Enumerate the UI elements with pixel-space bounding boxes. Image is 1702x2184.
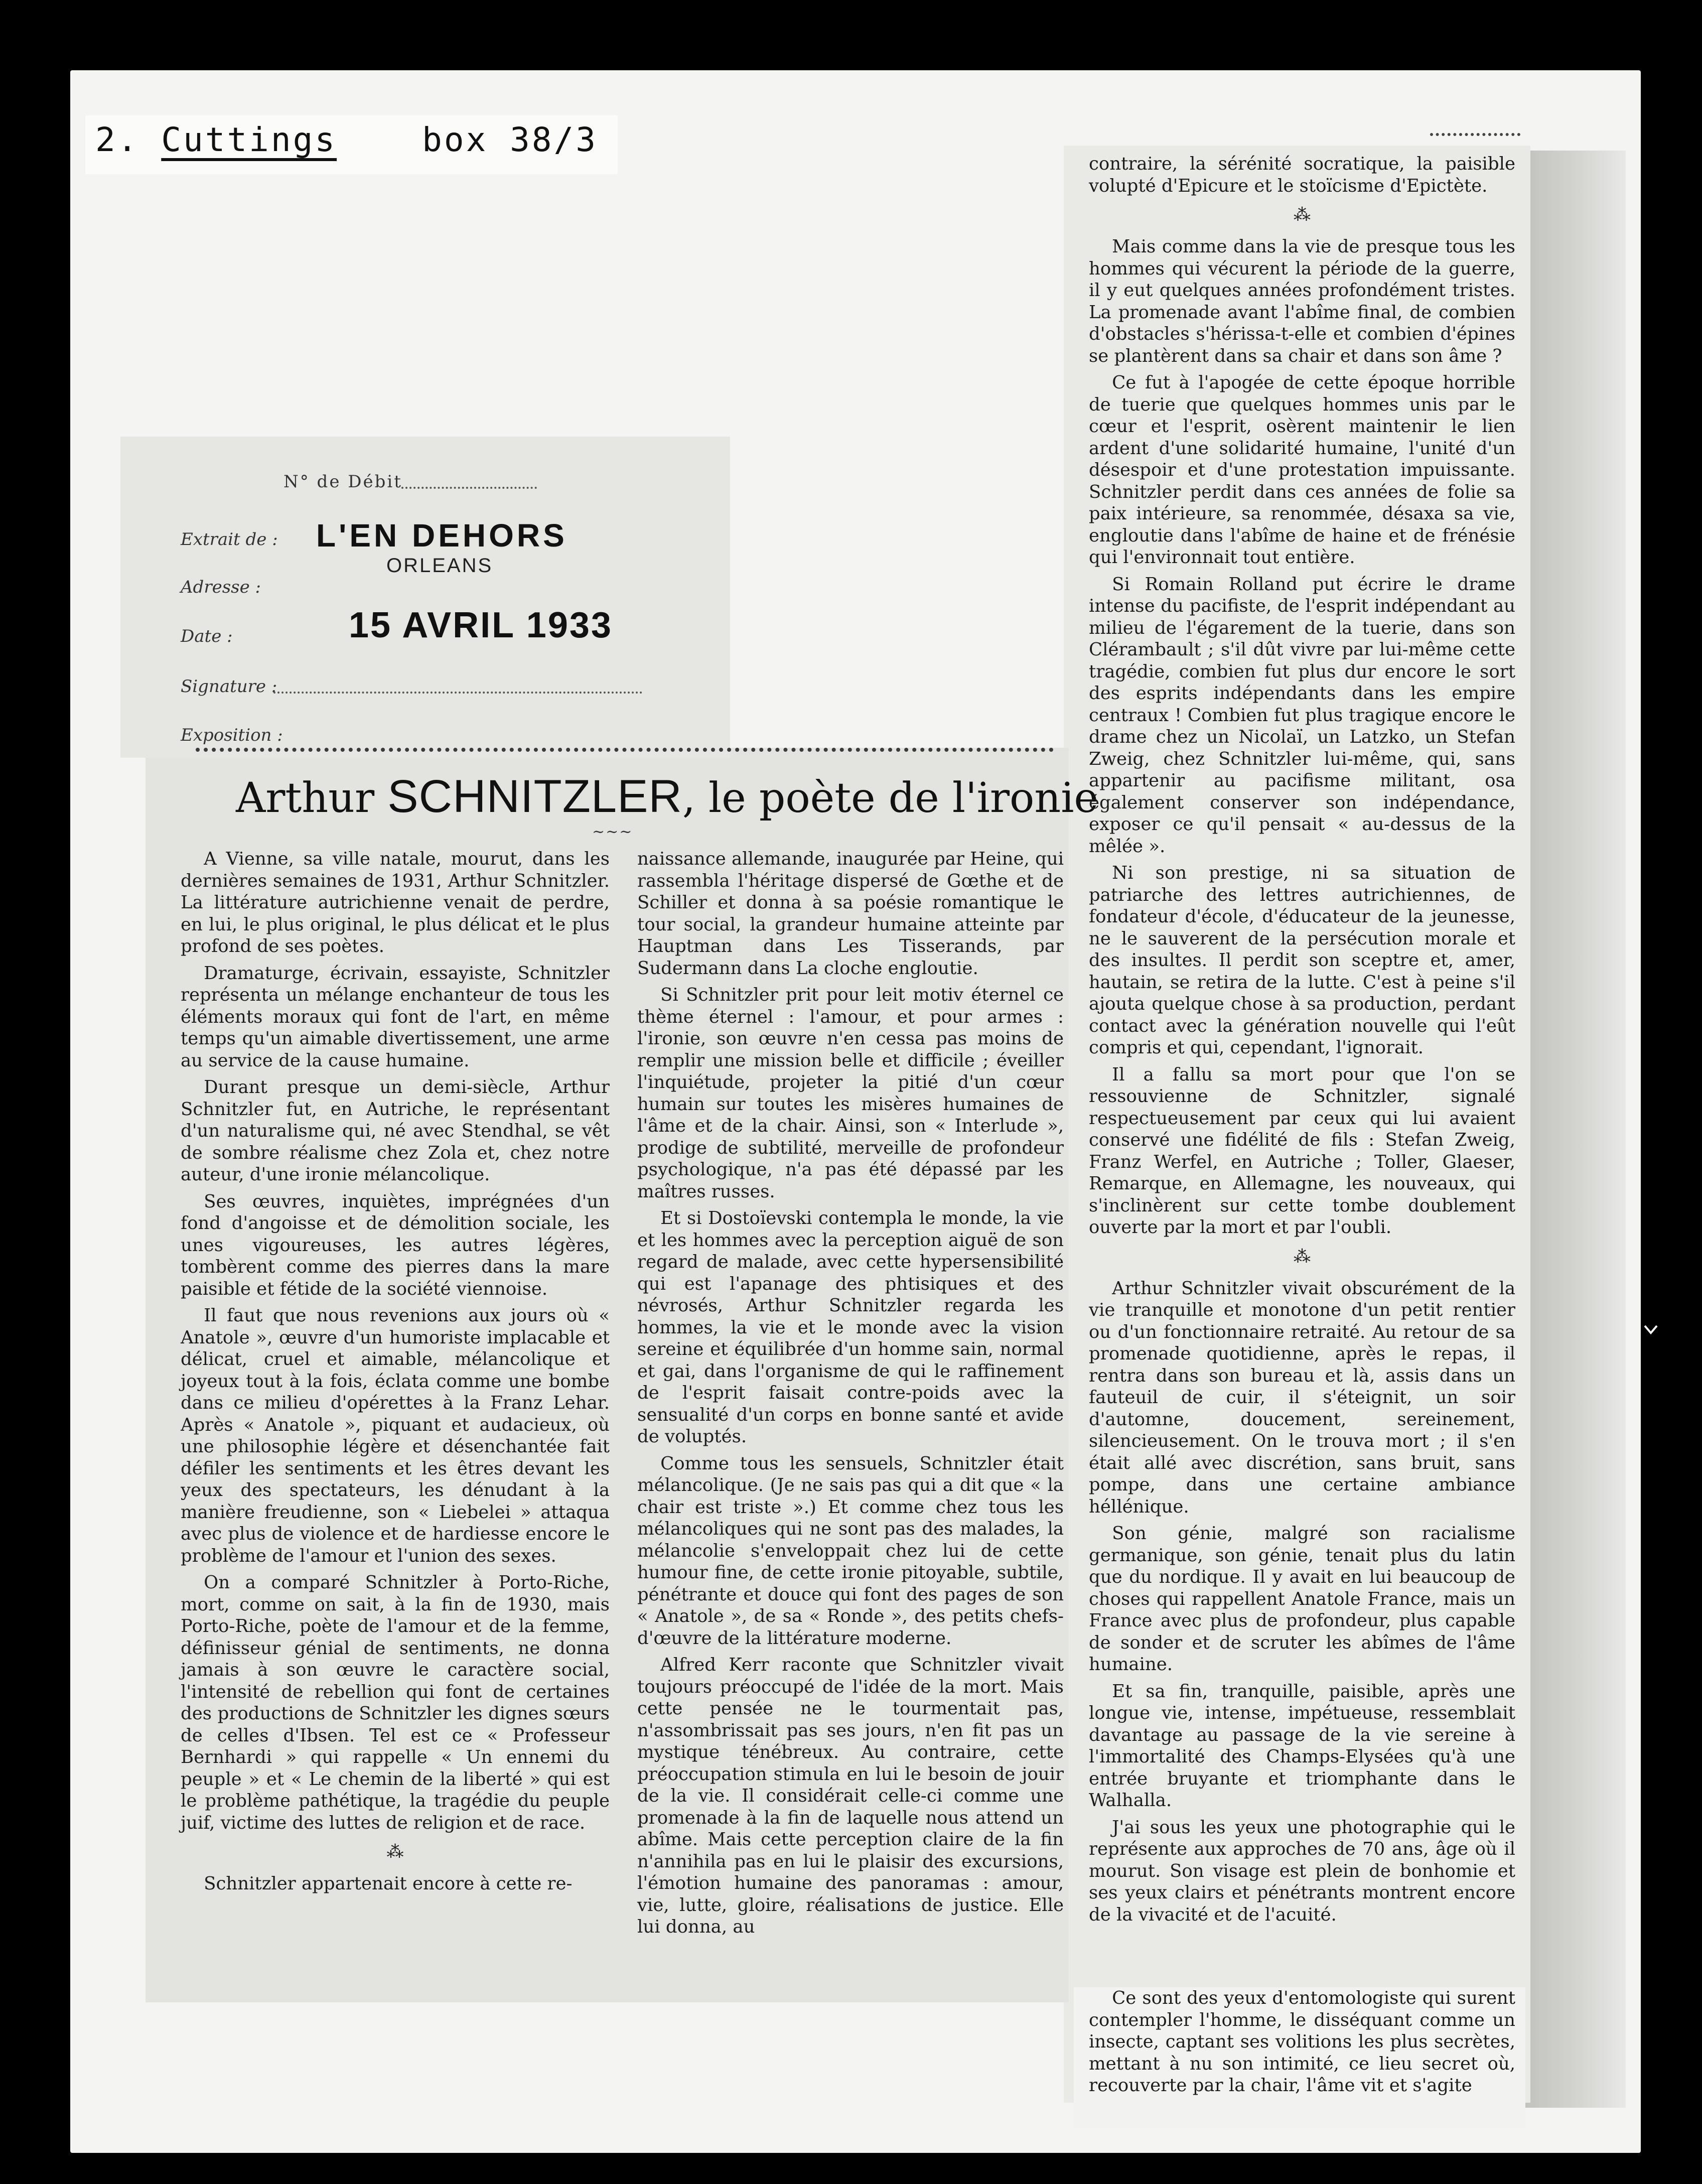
header-dots bbox=[1430, 133, 1520, 136]
col3-paragraph: Ce fut à l'apogée de cette époque horrible de tuerie que quelques hommes unis par le cœur et l'esprit, osèrent maintenir le lien ardent d'une solidarité humaine, l'unité d'un désespoir et d'une protestation impuissante. Schnitzler perdit dans ces années de folie sa paix intérieure, sa renommée, désaxa sa vie, engloutie dans l'abîme de haine et de frénésie qui l'environnait tout entière. bbox=[1089, 372, 1515, 568]
label-city: ORLEANS bbox=[386, 555, 493, 577]
label-exposition: Exposition : bbox=[181, 725, 283, 745]
col3-paragraph: Il a fallu sa mort pour que l'on se ressouvienne de Schnitzler, signalé respectueusement par ceux qui lui avaient conservé une fidélité de fils : Stefan Zweig, Franz Werfel, en Autriche ; Toller, Glaeser, Remarque, en Allemagne, les nouveaux, qui s'inclinèrent sur cette tombe doublement ouverte par la mort et par l'oubli. bbox=[1089, 1064, 1515, 1238]
title-ornament: ~~~ bbox=[592, 823, 633, 841]
label-signature: Signature : bbox=[181, 676, 277, 697]
article-column-3-continuation bbox=[1089, 1987, 1515, 2102]
col3-paragraph: Si Romain Rolland put écrire le drame intense du pacifiste, de l'esprit indépendant au milieu de l'égarement de la tuerie, dans son Clérambault ; s'il dût vivre par lui-même cette tragédie, combien fut plus dur encore le sort des esprits indépendants dans les empire centraux ! Combien fut plus tragique encore le drame chez un Nicolaï, un Latzko, un Stefan Zweig, chez Schnitzler lui-même, qui, sans appartenir au pacifisme militant, osa également conserver son indépendance, exposer ce qu'il pensait « au-dessus de la mêlée ». bbox=[1089, 574, 1515, 857]
header-box: box 38/3 bbox=[422, 120, 598, 159]
section-stars: ⁂ bbox=[1294, 205, 1311, 225]
col3-paragraph: Ni son prestige, ni sa situation de patriarche des lettres autrichiennes, de fondateur d'école, d'éducateur de la jeunesse, ne le sauverent de la persécution morale et des insultes. Il perdit son sceptre et, amer, hautain, se retira de la lutte. C'est à peine s'il ajouta quelque chose à sa production, perdant contact avec la génération nouvelle qui l'eût compris et qui, cependant, l'ignorait. bbox=[1089, 863, 1515, 1058]
section-stars: ⁂ bbox=[1294, 1246, 1311, 1267]
arrow-mark-icon bbox=[1641, 1320, 1661, 1340]
article-column-1 bbox=[181, 848, 610, 1900]
col2-paragraph: Alfred Kerr raconte que Schnitzler vivait toujours préoccupé de l'idée de la mort. Mais cette pensée ne le tourmentait pas, n'assombrissait pas ses jours, n'en fit pas un mystique ténébreux. Au contraire, cette préoccupation stimula en lui le besoin de jouir de la vie. Il considérait celle-ci comme une promenade à la fin de laquelle nous attend un abîme. Mais cette perception claire de la fin n'annihila pas en lui le plaisir des excursions, l'émotion humaine des panoramas : amour, vie, lutte, gloire, réalisations de justice. Elle lui donna, au bbox=[637, 1655, 1064, 1937]
label-signature-line bbox=[273, 692, 642, 694]
archive-header bbox=[85, 115, 618, 174]
col3-paragraph: contraire, la sérénité socratique, la paisible volupté d'Epicure et le stoïcisme d'Epictète. bbox=[1089, 154, 1515, 196]
label-adresse: Adresse : bbox=[181, 577, 261, 597]
label-date: Date : bbox=[181, 626, 233, 646]
col3-paragraph: Ce sont des yeux d'entomologiste qui surent contempler l'homme, le disséquant comme un insecte, captant ses volitions les plus secrètes, mettant à nu son intimité, ce lieu secret où, recouverte par la chair, l'âme vit et s'agite bbox=[1089, 1988, 1515, 2096]
col3-paragraph: J'ai sous les yeux une photographie qui le représente aux approches de 70 ans, âge où il mourut. Son visage est plein de bonhomie et ses yeux clairs et pénétrants montrent encore de la vivacité et de l'acuité. bbox=[1089, 1817, 1515, 1925]
col2-paragraph: Comme tous les sensuels, Schnitzler était mélancolique. (Je ne sais pas qui a dit que « la chair est triste ».) Et comme chez tous les mélancoliques qui ne sont pas des malades, la mélancolie s'enveloppait chez lui de cette humour fine, de cette ironie pitoyable, subtile, pénétrante et douce qui font des pages de son « Anatole », de sa « Ronde », des petits chefs-d'œuvre de la littérature moderne. bbox=[637, 1453, 1064, 1649]
col1-paragraph: Dramaturge, écrivain, essayiste, Schnitzler représenta un mélange enchanteur de tous les éléments moraux qui font de l'art, en même temps qu'un aimable divertissement, une arme au service de la cause humaine. bbox=[181, 963, 610, 1071]
col2-paragraph: Et si Dostoïevski contempla le monde, la vie et les hommes avec la perception aiguë de son regard de malade, avec cette hypersensibilité qui est l'apanage des phtisiques et des névrosés, Arthur Schnitzler regarda les hommes, la vie et le monde avec la vision sereine et équilibrée d'un homme sain, normal et gai, dans l'organisme de qui le raffinement de l'esprit faisait contre-poids avec la sensualité d'un corps en bonne santé et avide de voluptés. bbox=[637, 1208, 1064, 1447]
col1-paragraph: Schnitzler appartenait encore à cette re- bbox=[204, 1873, 573, 1894]
col1-paragraph: Il faut que nous revenions aux jours où « Anatole », œuvre d'un humoriste implacable et délicat, cruel et aimable, mélancolique et joyeux tout à la fois, éclata comme une bombe dans ce milieu d'opérettes à la Franz Lehar. Après « Anatole », piquant et audacieux, où une philosophie légère et désenchantée fait défiler les sentiments et les êtres devant les yeux des spectateurs, les dénudant à la manière freudienne, son « Liebelei » attaqua avec plus de violence et de hardiesse encore le problème de l'amour et l'union des sexes. bbox=[181, 1305, 610, 1566]
press-label-slip bbox=[120, 437, 730, 758]
col1-paragraph: A Vienne, sa ville natale, mourut, dans les dernières semaines de 1931, Arthur Schnitzler. La littérature autrichienne venait de perdre, en lui, le plus original, le plus délicat et le plus profond de ses poètes. bbox=[181, 849, 610, 957]
label-publication: L'EN DEHORS bbox=[316, 517, 568, 554]
col1-paragraph: On a comparé Schnitzler à Porto-Riche, mort, comme on sait, à la fin de 1930, mais Porto-Riche, poète de l'amour et de la femme, définisseur génial de sentiments, ne donna jamais à son œuvre le caractère social, l'intensité de rebellion qui font de certaines des productions de Schnitzler les dignes sœurs de celles d'Ibsen. Tel est ce « Professeur Bernhardi » qui rappelle « Un ennemi du peuple » et « Le chemin de la liberté » qui est le problème pathétique, la tragédie du peuple juif, victime des luttes de religion et de race. bbox=[181, 1572, 610, 1833]
label-debit: N° de Débit bbox=[283, 472, 402, 492]
col3-paragraph: Et sa fin, tranquille, paisible, après une longue vie, intense, impétueuse, ressemblait davantage au passage de la vie sereine à l'immortalité des Champs-Elysées qu'à une entrée bruyante et triomphante dans le Walhalla. bbox=[1089, 1681, 1515, 1811]
col3-paragraph: Arthur Schnitzler vivait obscurément de la vie tranquille et monotone d'un petit rentier ou d'un fonctionnaire retraité. Au retour de sa promenade quotidienne, après le repas, il rentra dans son bureau et là, assis dans un fauteuil de cuir, il s'éteignit, un soir d'automne, doucement, sereinement, silencieusement. On le trouva mort ; il s'en était allé avec discrétion, sans bruit, sans pompe, dans une certaine ambiance héllénique. bbox=[1089, 1278, 1515, 1517]
section-stars: ⁂ bbox=[386, 1842, 404, 1862]
title-suffix: , le poète de l'ironie bbox=[682, 774, 1098, 822]
label-date-value: 15 AVRIL 1933 bbox=[349, 605, 613, 645]
dotted-separator bbox=[196, 748, 1054, 752]
col2-paragraph: naissance allemande, inaugurée par Heine, qui rassembla l'héritage dispersé de Gœthe et de Schiller et donna à sa poésie romantique le tour social, la grandeur humaine atteinte par Hauptman dans Les Tisserands, par Sudermann dans La cloche engloutie. bbox=[637, 849, 1064, 979]
label-extrait: Extrait de : bbox=[181, 529, 278, 550]
title-name: SCHNITZLER bbox=[387, 771, 682, 822]
header-section: Cuttings bbox=[161, 120, 337, 159]
header-number: 2. bbox=[95, 120, 139, 159]
col2-paragraph: Si Schnitzler prit pour leit motiv éternel ce thème éternel : l'amour, et pour armes : l'ironie, son œuvre n'en cessa pas moins de remplir une mission belle et difficile ; éveiller l'inquiétude, projeter la pitié d'un cœur humain sur toutes les misères humaines de l'âme et de la chair. Ainsi, son « Interlude », prodige de subtilité, merveille de profondeur psychologique, n'a pas été dépassé par les maîtres russes. bbox=[637, 985, 1064, 1202]
label-debit-line bbox=[401, 487, 537, 489]
col3-paragraph: Mais comme dans la vie de presque tous les hommes qui vécurent la période de la guerre, il y eut quelques années profondément tristes. La promenade avant l'abîme final, de combien d'obstacles s'hérissa-t-elle et combien d'épines se plantèrent dans sa chair et dans son âme ? bbox=[1089, 236, 1515, 366]
article-column-3 bbox=[1089, 153, 1515, 1931]
col1-paragraph: Ses œuvres, inquiètes, imprégnées d'un fond d'angoisse et de démolition sociale, les unes vigoureuses, les autres légères, tombèrent comme des pierres dans la mare paisible et fétide de la société viennoise. bbox=[181, 1191, 610, 1299]
article-title bbox=[236, 770, 1098, 823]
article-column-2 bbox=[637, 848, 1064, 1943]
title-prefix: Arthur bbox=[236, 774, 388, 822]
col3-paragraph: Son génie, malgré son racialisme germanique, son génie, tenait plus du latin que du nordique. Il y avait en lui beaucoup de choses qui rappellent Anatole France, mais un France avec plus de profondeur, plus capable de sonder et de scruter les abîmes de l'âme humaine. bbox=[1089, 1523, 1515, 1675]
col1-paragraph: Durant presque un demi-siècle, Arthur Schnitzler fut, en Autriche, le représentant d'un naturalisme qui, né avec Stendhal, se vêt de sombre réalisme chez Zola et, chez notre auteur, d'une ironie mélancolique. bbox=[181, 1077, 610, 1185]
